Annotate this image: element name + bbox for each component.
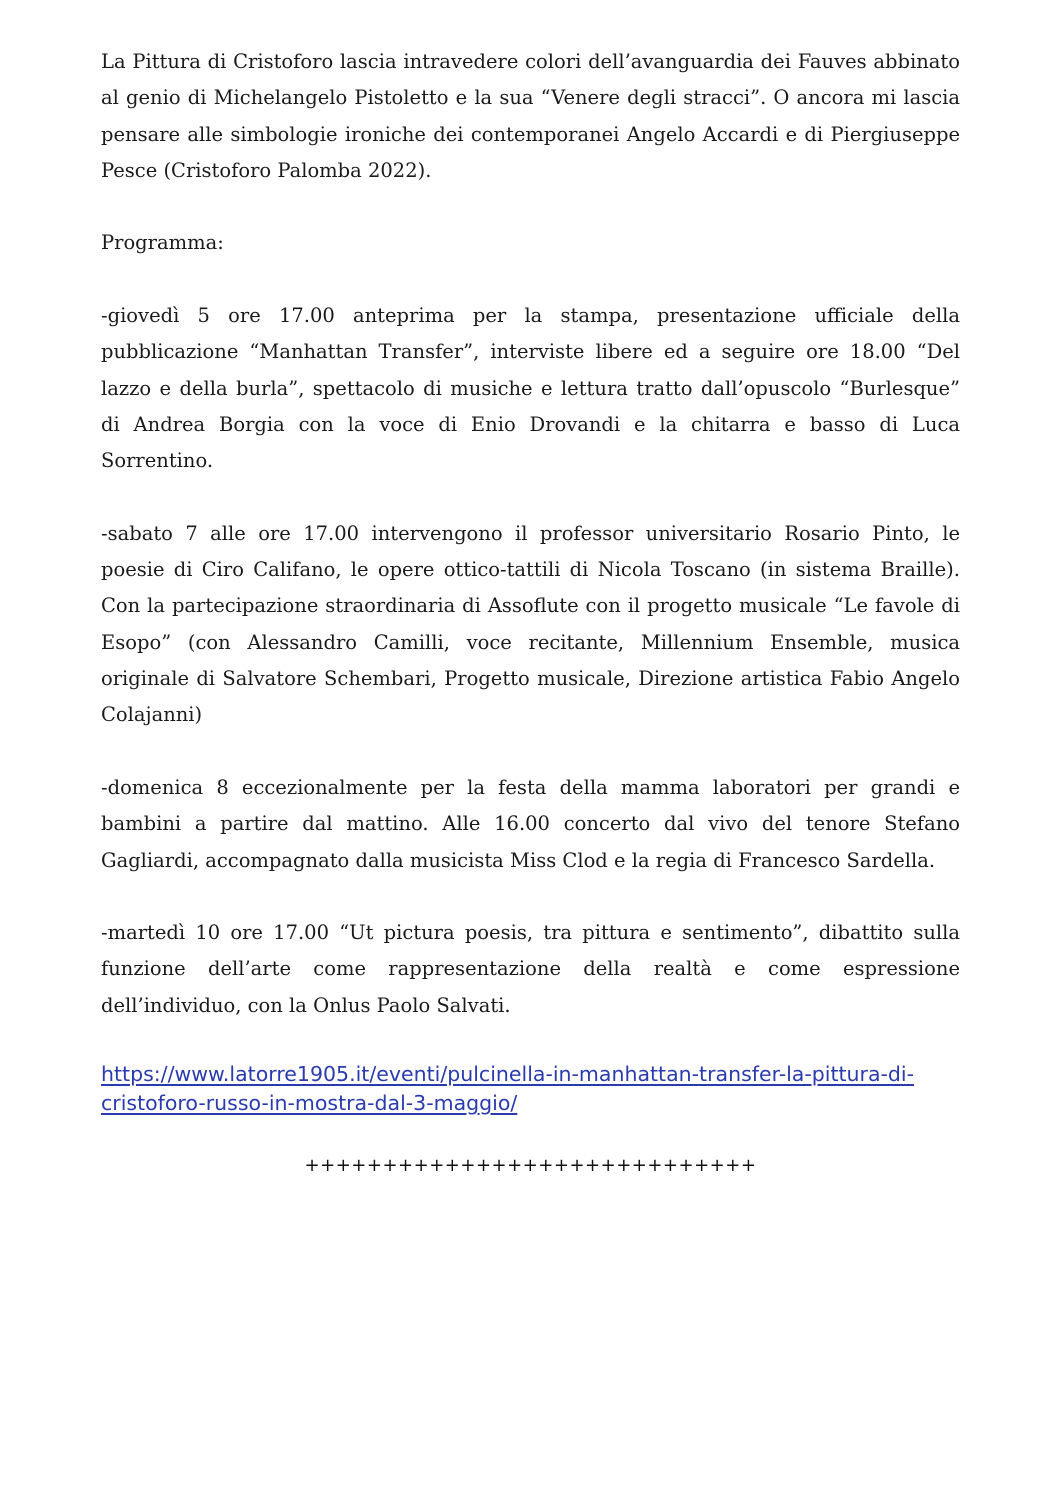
program-item-saturday: -sabato 7 alle ore 17.00 intervengono il professor universitario Rosario Pinto, le poesie di Ciro Califano, le opere ottico-tattili di Nicola Toscano (in sistema Braille). Con la partecipazione straordinaria di Assoflute con il progetto musicale “Le favole di Esopo” (con Alessandro Camilli, voce recitante, Millennium Ensemble, musica originale di Salvatore Schembari, Progetto musicale, Direzione artistica Fabio Angelo Colajanni) [101, 521, 960, 727]
event-link[interactable] [101, 1060, 960, 1118]
program-item-sunday: -domenica 8 eccezionalmente per la festa della mamma laboratori per grandi e bambini a partire dal mattino. Alle 16.00 concerto dal vivo del tenore Stefano Gagliardi, accompagnato dalla musicista Miss Clod e la regia di Francesco Sardella. [101, 775, 960, 872]
program-item-thursday: -giovedì 5 ore 17.00 anteprima per la stampa, presentazione ufficiale della pubblicazione “Manhattan Transfer”, interviste libere ed a seguire ore 18.00 “Del lazzo e della burla”, spettacolo di musiche e lettura tratto dall’opuscolo “Burlesque” di Andrea Borgia con la voce di Enio Drovandi e la chitarra e basso di Luca Sorrentino. [101, 304, 960, 473]
intro-paragraph: La Pittura di Cristoforo lascia intravedere colori dell’avanguardia dei Fauves abbinato al genio di Michelangelo Pistoletto e la sua “Venere degli stracci”. O ancora mi lascia pensare alle simbologie ironiche dei contemporanei Angelo Accardi e di Piergiuseppe Pesce (Cristoforo Palomba 2022). [101, 50, 960, 182]
program-item-tuesday: -martedì 10 ore 17.00 “Ut pictura poesis, tra pittura e sentimento”, dibattito sulla funzione dell’arte come rappresentazione della realtà e come espressione dell’individuo, con la Onlus Paolo Salvati. [101, 921, 960, 1017]
event-link-line-1[interactable]: https://www.latorre1905.it/eventi/pulcinella-in-manhattan-transfer-la-pittura-di- [101, 1062, 915, 1087]
program-heading: Programma: [101, 231, 224, 255]
document-body [101, 44, 960, 1178]
event-link-line-2[interactable]: cristoforo-russo-in-mostra-dal-3-maggio/ [101, 1091, 518, 1116]
section-divider: +++++++++++++++++++++++++++++ [304, 1155, 757, 1177]
